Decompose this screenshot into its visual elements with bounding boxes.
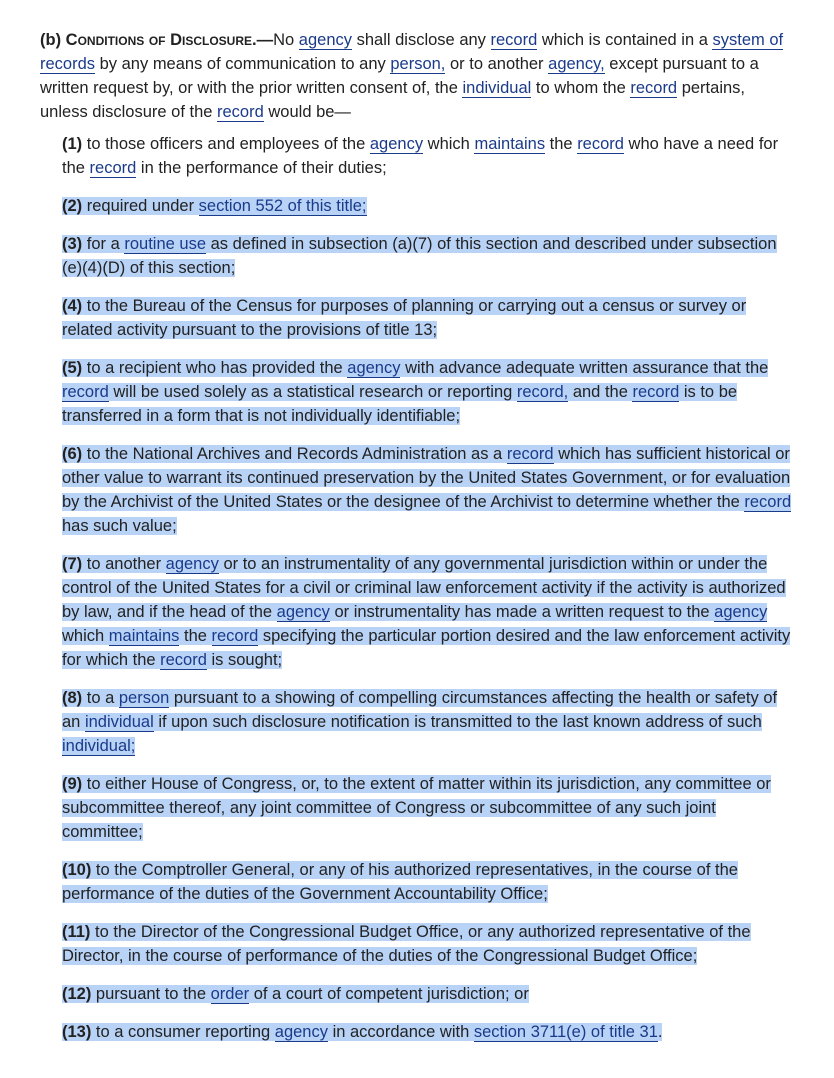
- body-text: specifying the particular portion desired and the law enforcement activity for which the: [62, 627, 791, 669]
- paragraph-10: [62, 858, 794, 906]
- body-text: as defined in subsection (a)(7) of this section and described under subsection (e)(4)(D) of this section;: [62, 235, 777, 277]
- definition-link-person[interactable]: person: [118, 689, 170, 707]
- definition-link-record[interactable]: record: [89, 159, 137, 177]
- definition-link-record[interactable]: record: [506, 445, 554, 463]
- body-text: which: [62, 627, 109, 645]
- body-text: if upon such disclosure notification is transmitted to the last known address of such: [153, 713, 762, 731]
- definition-link-record[interactable]: record: [160, 651, 207, 669]
- subsection-title: Conditions of Disclosure.: [65, 31, 257, 49]
- definition-link-agency[interactable]: agency: [298, 31, 353, 49]
- body-text: to a consumer reporting: [91, 1023, 275, 1041]
- body-text: has such value;: [62, 517, 177, 535]
- body-text: pursuant to the: [91, 985, 211, 1003]
- body-text: in the performance of their duties;: [136, 159, 387, 177]
- selected-text: [62, 235, 777, 277]
- definition-link-record[interactable]: record: [490, 31, 538, 49]
- definition-link-agency[interactable]: agency: [347, 359, 401, 377]
- subsection-label: (b): [40, 31, 62, 49]
- body-text: to the Comptroller General, or any of his authorized representatives, in the course of the performance of the duties of the Government Accountability Office;: [62, 861, 738, 903]
- body-text: which: [423, 135, 475, 153]
- selected-text: [62, 297, 746, 339]
- selected-text: [62, 555, 790, 669]
- definition-link-individual[interactable]: individual: [462, 79, 532, 97]
- paragraph-4: [62, 294, 794, 342]
- paragraph-number: (12): [62, 985, 92, 1003]
- paragraph-text: [62, 135, 778, 178]
- selected-text: [62, 445, 791, 535]
- definition-link-agency[interactable]: agency: [714, 603, 768, 621]
- paragraph-5: [62, 356, 794, 428]
- body-text: pursuant to a showing of compelling circumstances affecting the health or safety of an: [62, 689, 778, 731]
- paragraph-6: [62, 442, 794, 538]
- body-text: the: [179, 627, 212, 645]
- body-text: with advance adequate written assurance that the: [400, 359, 769, 377]
- body-text: would be—: [263, 103, 351, 121]
- paragraph-number: (6): [62, 445, 83, 463]
- selected-text: [62, 359, 768, 425]
- body-text: to the Director of the Congressional Budget Office, or any authorized representative of the Director, in the course of performance of the duties of the Congressional Budget Office;: [62, 923, 751, 965]
- body-text: will be used solely as a statistical research or reporting: [108, 383, 517, 401]
- selected-text: [62, 775, 771, 841]
- body-text: shall disclose any: [352, 31, 491, 49]
- body-text: pertains, unless disclosure of the: [40, 79, 745, 121]
- paragraph-number: (1): [62, 135, 83, 153]
- selected-text: [62, 689, 777, 755]
- definition-link-individual[interactable]: individual: [84, 713, 154, 731]
- body-text: to a recipient who has provided the: [82, 359, 348, 377]
- definition-link-section-552-of-this-title[interactable]: section 552 of this title;: [198, 197, 367, 215]
- definition-link-record[interactable]: record: [632, 383, 680, 401]
- paragraph-number: (8): [62, 689, 83, 707]
- paragraph-number: (13): [62, 1023, 92, 1041]
- paragraph-9: [62, 772, 794, 844]
- body-text: to the Bureau of the Census for purposes of planning or carrying out a census or survey or related activity pursuant to the provisions of title 13;: [62, 297, 747, 339]
- paragraph-number: (2): [62, 197, 83, 215]
- body-text: to whom the: [531, 79, 631, 97]
- paragraph-12: [62, 982, 794, 1006]
- body-text: to a: [82, 689, 119, 707]
- definition-link-individual[interactable]: individual;: [62, 737, 136, 755]
- body-text: by any means of communication to any: [95, 55, 391, 73]
- definition-link-agency[interactable]: agency: [274, 1023, 328, 1041]
- body-text: is sought;: [206, 651, 283, 669]
- definition-link-record[interactable]: record: [211, 627, 259, 645]
- heading-dash: —: [256, 31, 274, 49]
- paragraph-number: (11): [62, 923, 91, 941]
- body-text: who have a need for the: [62, 135, 779, 177]
- paragraph-number: (10): [62, 861, 92, 879]
- definition-link-system-of-records[interactable]: system of records: [40, 31, 784, 73]
- body-text: No: [273, 31, 299, 49]
- paragraph-2: [62, 194, 794, 218]
- body-text: except pursuant to a written request by, or with the prior written consent of, the: [40, 55, 759, 97]
- paragraph-7: [62, 552, 794, 672]
- body-text: to the National Archives and Records Administration as a: [82, 445, 507, 463]
- definition-link-agency[interactable]: agency: [165, 555, 219, 573]
- definition-link-agency[interactable]: agency: [369, 135, 424, 153]
- definition-link-agency[interactable]: agency,: [548, 55, 605, 73]
- body-text: or to an instrumentality of any governmental jurisdiction within or under the control of the United States for a civil or criminal law enforcement activity if the activity is authorized by law, and if the head of the: [62, 555, 786, 621]
- body-text: and the: [568, 383, 633, 401]
- selected-text: [62, 1023, 662, 1041]
- body-text: which is contained in a: [537, 31, 713, 49]
- definition-link-record[interactable]: record: [217, 103, 264, 121]
- paragraph-13: [62, 1020, 794, 1044]
- body-text: is to be transferred in a form that is not individually identifiable;: [62, 383, 738, 425]
- definition-link-routine-use[interactable]: routine use: [124, 235, 206, 253]
- body-text: the: [545, 135, 578, 153]
- paragraph-number: (3): [62, 235, 83, 253]
- paragraph-number: (4): [62, 297, 83, 315]
- body-text: of a court of competent jurisdiction; or: [249, 985, 529, 1003]
- subsection-b-intro: [40, 28, 794, 124]
- body-text: to another: [82, 555, 166, 573]
- definition-link-record[interactable]: record: [630, 79, 678, 97]
- definition-link-section-3711-e-of-title-31[interactable]: section 3711(e) of title 31: [473, 1023, 658, 1041]
- selected-text: [62, 861, 738, 903]
- paragraph-number: (7): [62, 555, 83, 573]
- definition-link-maintains[interactable]: maintains: [474, 135, 546, 153]
- definition-link-order[interactable]: order: [210, 985, 250, 1003]
- paragraph-8: [62, 686, 794, 758]
- paragraph-number: (5): [62, 359, 83, 377]
- body-text: in accordance with: [328, 1023, 474, 1041]
- definition-link-record[interactable]: record: [744, 493, 792, 511]
- definition-link-agency[interactable]: agency: [276, 603, 330, 621]
- body-text: to those officers and employees of the: [82, 135, 370, 153]
- definition-link-maintains[interactable]: maintains: [108, 627, 180, 645]
- body-text: to either House of Congress, or, to the extent of matter within its jurisdiction, any committee or subcommittee thereof, any joint committee of Congress or subcommittee of any such joint committee;: [62, 775, 771, 841]
- body-text: which has sufficient historical or other value to warrant its continued preservation by the United States Government, or for evaluation by the Archivist of the United States or the designee of the Archivist to determine whether the: [62, 445, 791, 511]
- definition-link-record[interactable]: record: [62, 383, 109, 401]
- selected-text: [62, 197, 367, 215]
- paragraph-number: (9): [62, 775, 83, 793]
- paragraph-11: [62, 920, 794, 968]
- paragraph-list: [40, 132, 794, 1044]
- body-text: or to another: [445, 55, 549, 73]
- subsection-heading: [40, 31, 273, 49]
- body-text: or instrumentality has made a written request to the: [329, 603, 715, 621]
- paragraph-1: [62, 132, 794, 180]
- definition-link-record[interactable]: record,: [516, 383, 569, 401]
- paragraph-3: [62, 232, 794, 280]
- body-text: required under: [82, 197, 199, 215]
- selected-text: [62, 923, 751, 965]
- definition-link-record[interactable]: record: [577, 135, 624, 153]
- definition-link-person[interactable]: person,: [390, 55, 446, 73]
- selected-text: [62, 985, 529, 1003]
- body-text: for a: [82, 235, 125, 253]
- body-text: .: [657, 1023, 663, 1041]
